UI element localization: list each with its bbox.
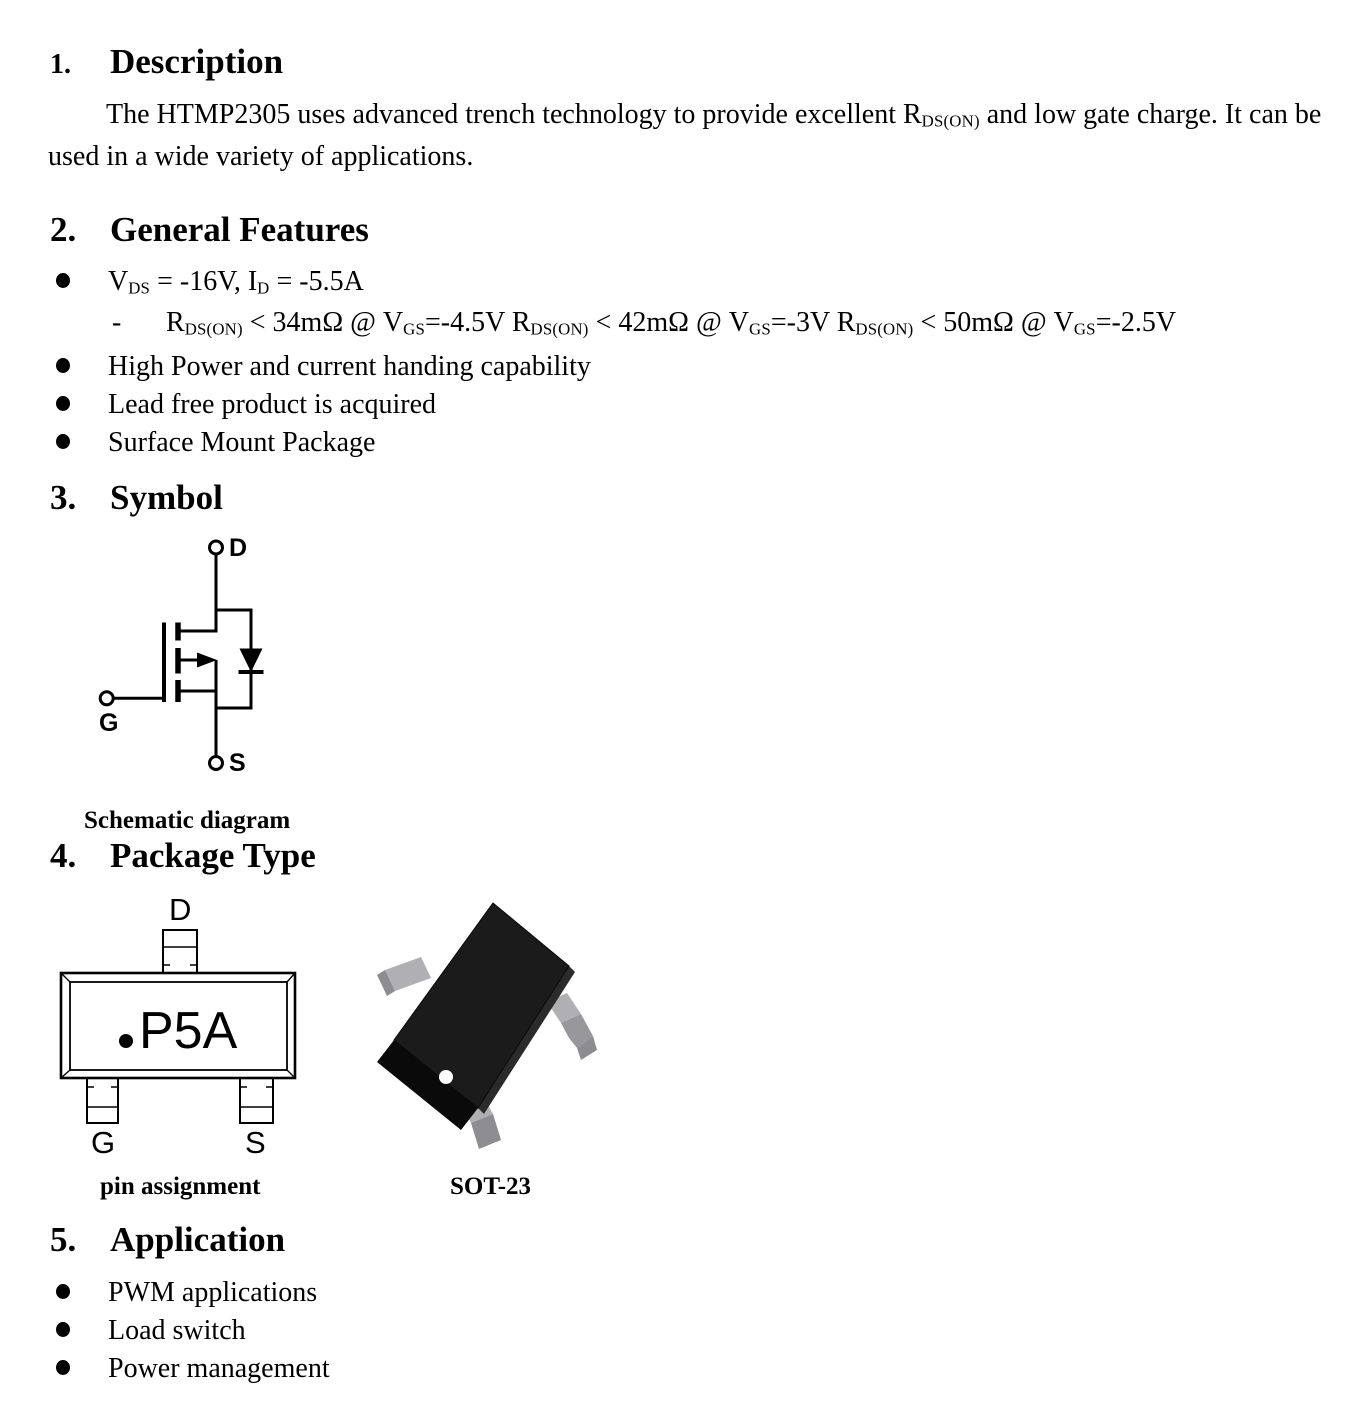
feature-item-smt-text: Surface Mount Package [108,427,376,458]
mosfet-symbol-diagram [88,535,328,790]
description-line-2: used in a wide variety of applications. [48,141,474,172]
feature-item-ratings-text: $V_{DS} = -16V$, $I_D = -5.5A$ [108,266,364,298]
feature-subitem-rdson [112,306,1176,347]
sot23-caption: SOT-23 [450,1173,532,1200]
section-1-heading [50,42,283,85]
schematic-diagram-caption: Schematic diagram [84,807,291,834]
bullet-icon [56,1322,70,1337]
pin1-dot-on-package [439,1070,453,1084]
body-arrow-icon [197,653,217,668]
section-1-number: 1. [50,49,71,80]
application-item-powermgmt [56,1352,330,1386]
feature-item-smt [56,426,375,460]
feature-item-leadfree [56,388,436,422]
section-2-heading [50,210,369,250]
pin-assignment-caption: pin assignment [100,1173,261,1200]
section-4-title: Package Type [110,836,316,875]
section-4-heading [50,836,316,876]
description-line-1: The HTMP2305 uses advanced trench technology to provide excellent $R_{DS(ON)}$ and low gate charge. It can be [106,99,1322,131]
pin-assignment-diagram [55,893,310,1160]
body-diode-icon [239,649,264,673]
application-item-powermgmt-text: Power management [108,1353,330,1384]
bullet-icon [56,273,70,288]
feature-item-power-text: High Power and current handing capability [108,351,591,382]
package-body [377,903,575,1130]
section-2-number: 2. [50,210,77,249]
feature-item-leadfree-text: Lead free product is acquired [108,389,437,420]
symbol-gate-and-channel [164,623,178,703]
symbol-gate-label: G [99,709,119,737]
bullet-icon [56,358,70,373]
section-3-title: Symbol [110,478,223,517]
application-item-pwm [56,1276,317,1310]
application-item-loadswitch-text: Load switch [108,1315,246,1346]
section-5-title: Application [110,1220,286,1259]
symbol-source-label: S [229,749,246,777]
section-3-heading [50,478,223,518]
feature-item-power [56,350,591,384]
sot23-package-photo [363,886,615,1162]
package-marking-text: P5A [139,1002,238,1060]
pin1-marking-dot [119,1034,133,1048]
bullet-icon [56,1360,70,1375]
feature-item-ratings [56,265,364,306]
application-item-pwm-text: PWM applications [108,1277,318,1308]
bullet-icon [56,396,70,411]
application-item-loadswitch [56,1314,246,1348]
bullet-icon [56,1284,70,1299]
section-1-title: Description [110,42,284,81]
bullet-icon [56,434,70,449]
symbol-drain-label: D [229,534,248,562]
pin-gate-label: G [91,1125,116,1160]
section-3-number: 3. [50,478,77,517]
feature-subitem-rdson-text: $R_{DS(ON)} < 34m\Omega$ @ $V_{GS}=-4.5V$ $R_{DS(ON)} < 42m\Omega$ @ $V_{GS}=-3V$ $R_{DS(ON)} < 50m\Omega$ @ $V_{GS}=-2.5V$ [166,307,1177,339]
section-4-number: 4. [50,836,77,875]
pin-source-label: S [245,1125,266,1160]
section-5-heading [50,1220,285,1260]
dash-marker: - [112,307,122,338]
pin-drain-label: D [169,892,192,927]
section-5-number: 5. [50,1220,77,1259]
section-2-title: General Features [110,210,369,249]
